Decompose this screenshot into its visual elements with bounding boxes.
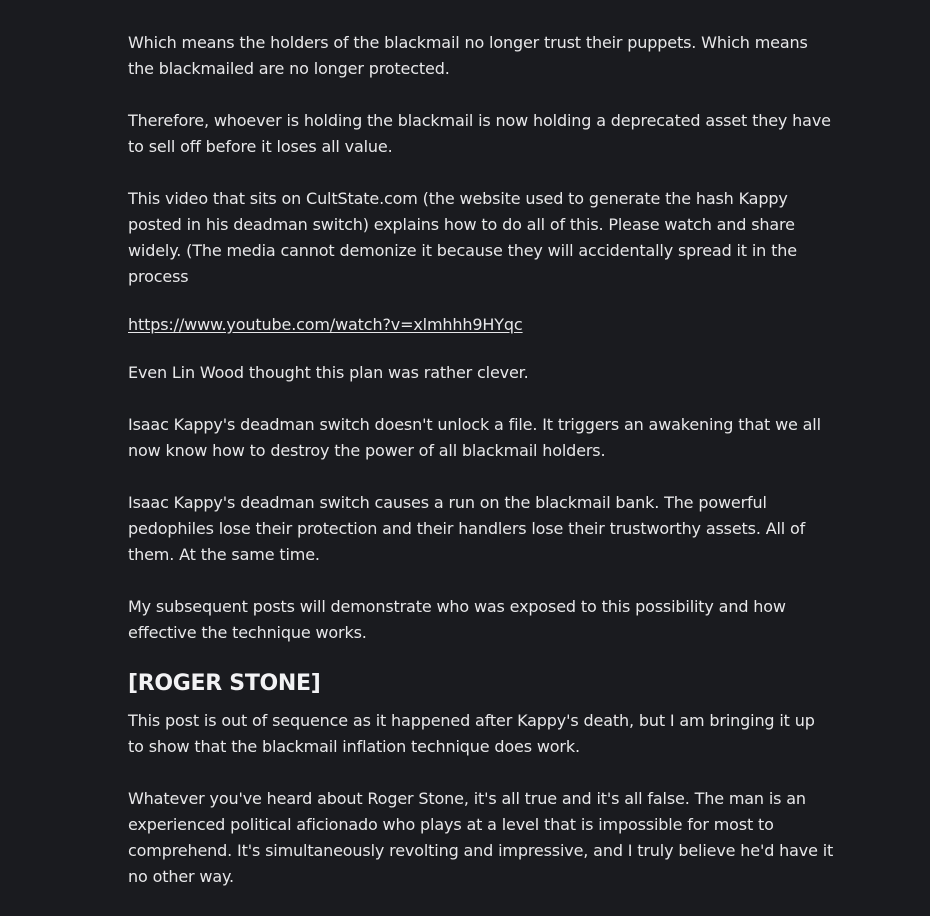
paragraph: Which means the holders of the blackmail no longer trust their puppets. Which means the blackmailed are no longer protected. (128, 33, 808, 78)
paragraph: This post is out of sequence as it happened after Kappy's death, but I am bringing it up to show that the blackmail inflation technique does work. (128, 711, 815, 756)
paragraph: Isaac Kappy's deadman switch causes a run on the blackmail bank. The powerful pedophiles lose their protection and their handlers lose their trustworthy assets. All of them. At the same time. (128, 493, 806, 564)
paragraph: Whatever you've heard about Roger Stone, it's all true and it's all false. The man is an experienced political aficionado who plays at a level that is impossible for most to comprehend. It's simultaneously revolting and impressive, and I truly believe he'd have it no other way. (128, 789, 834, 886)
link-paragraph (128, 312, 834, 338)
paragraph: Even Lin Wood thought this plan was rather clever. (128, 363, 529, 382)
paragraph (128, 0, 834, 4)
article-body (128, 0, 834, 916)
youtube-link[interactable]: https://www.youtube.com/watch?v=xlmhhh9HYqc (128, 315, 523, 334)
paragraph: This video that sits on CultState.com (the website used to generate the hash Kappy posted in his deadman switch) explains how to do all of this. Please watch and share widely. (The media cannot demonize it because they will accidentally spread it in the process (128, 189, 797, 286)
paragraph: Isaac Kappy's deadman switch doesn't unlock a file. It triggers an awakening that we all now know how to destroy the power of all blackmail holders. (128, 415, 821, 460)
paragraph: My subsequent posts will demonstrate who was exposed to this possibility and how effective the technique works. (128, 597, 786, 642)
paragraph: Therefore, whoever is holding the blackmail is now holding a deprecated asset they have to sell off before it loses all value. (128, 111, 831, 156)
section-heading: [ROGER STONE] (128, 671, 321, 696)
